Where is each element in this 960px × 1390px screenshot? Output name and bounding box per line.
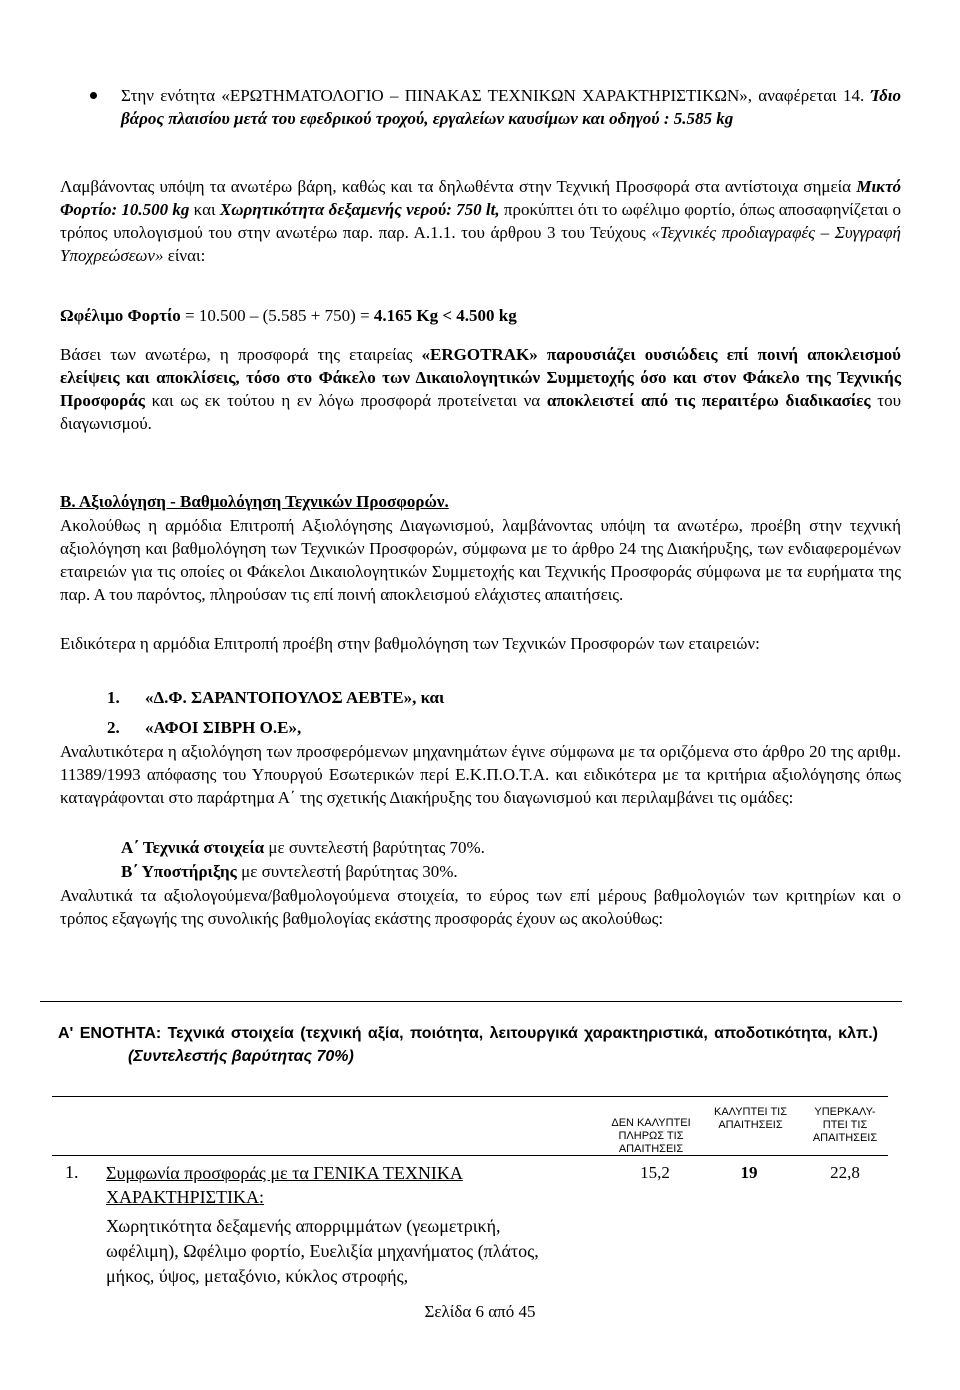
page-number: Σελίδα 6 από 45 [424,1302,536,1321]
analysis-paragraph: Αναλυτικά τα αξιολογούμενα/βαθμολογούμενα στοιχεία, το εύρος των επί μέρους βαθμολογιών των κριτηρίων και ο τρόπος εξαγωγής της συνολικής βαθμολογίας εκάστης προσφοράς έχουν ως ακολούθως: [60,886,901,928]
table-header-rule [52,1096,888,1097]
text-run: προκύπτει ότι το ωφέλιμο φορτίο, όπως αποσαφηνίζεται ο τρόπος υπολογισμού του στην ανωτέρω παρ. παρ. Α.1.1. του άρθρου 3 του Τεύχους [60,200,902,242]
list-item-number: 1. [107,688,120,707]
deficiency-statement: «ERGOTRAK» παρουσιάζει ουσιώδεις επί ποινή αποκλεισμού ελείψεις και αποκλίσεις, τόσο στο Φάκελο των Δικαιολογητικών Συμμετοχής όσο και στον Φάκελο της Τεχνικής Προσφοράς [60,345,901,410]
list-item: «ΑΦΟΙ ΣΙΒΡΗ Ο.Ε», [145,718,302,737]
document-reference: «Τεχνικές προδιαγραφές – Συγγραφή Υποχρεώσεων» [60,223,901,265]
tank-capacity: Χωρητικότητα δεξαμενής νερού: 750 lt, [219,200,500,219]
conclusion-paragraph [60,343,901,435]
group-b-label: Β΄ Υποστήριξης [121,862,237,881]
list-item-number: 2. [107,718,120,737]
bullet-icon [90,92,97,99]
group-a-line [121,836,485,859]
text-run: του διαγωνισμού. [60,391,901,433]
payload-formula [60,304,901,327]
section-a-title-text: Α' ΕΝΟΤΗΤΑ: Τεχνικά στοιχεία (τεχνική αξία, ποιότητα, λειτουργικά χαρακτηριστικά, αποδοτικότητα, κλπ.) [58,1025,878,1042]
group-a-weight: με συντελεστή βαρύτητας 70%. [264,838,485,857]
exclusion-statement: αποκλειστεί από τις περαιτέρω διαδικασίες [546,391,871,410]
bullet-text: Στην ενότητα «ΕΡΩΤΗΜΑΤΟΛΟΓΙΟ – ΠΙΝΑΚΑΣ ΤΕΧΝΙΚΩΝ ΧΑΡΑΚΤΗΡΙΣΤΙΚΩΝ», αναφέρεται 14. [121,86,871,105]
section-a-weight: (Συντελεστής βαρύτητας 70%) [128,1048,354,1065]
list-item: «Δ.Φ. ΣΑΡΑΝΤΟΠΟΥΛΟΣ ΑΕΒΤΕ», και [145,688,445,707]
bullet-emphasis: Ίδιο βάρος πλαισίου μετά του εφεδρικού τροχού, εργαλείων καυσίμων και οδηγού : 5.585 kg [121,86,901,128]
table-row-rule [52,1155,888,1156]
score-covering: 19 [740,1163,758,1182]
text-run: Λαμβάνοντας υπόψη τα ανωτέρω βάρη, καθώς και τα δηλωθέντα στην Τεχνική Προσφορά στα αντίστοιχα σημεία [60,177,857,196]
column-header-covering: ΚΑΛΥΠΤΕΙ ΤΙΣ ΑΠΑΙΤΗΣΕΙΣ [713,1106,788,1131]
text-run: και [189,200,220,219]
group-b-weight: με συντελεστή βαρύτητας 30%. [236,862,458,881]
formula-label: Ωφέλιμο Φορτίο [60,306,181,325]
row-description: Χωρητικότητα δεξαμενής απορριμμάτων (γεωμετρική, ωφέλιμη), Ωφέλιμο φορτίο, Ευελιξία μηχανήματος (πλάτος, μήκος, ύψος, μεταξόνιο, κύκλος στροφής, [106,1216,539,1286]
section-a-title [58,1022,878,1068]
column-header-exceeding: ΥΠΕΡΚΑΛΥ-ΠΤΕΙ ΤΙΣ ΑΠΑΙΤΗΣΕΙΣ [812,1106,878,1144]
weights-paragraph [60,175,901,267]
text-run: και ως εκ τούτου η εν λόγω προσφορά προτείνεται να [144,391,547,410]
bullet-paragraph [121,84,901,130]
formula-expression: = 10.500 – (5.585 + 750) = [180,306,374,325]
group-b-line [121,860,458,883]
criteria-paragraph: Αναλυτικότερα η αξιολόγηση των προσφερόμενων μηχανημάτων έγινε σύμφωνα με τα οριζόμενα στο άρθρο 20 της αριθμ. 11389/1993 απόφασης του Υπουργού Εσωτερικών περί Ε.Κ.Π.Ο.Τ.Α. και ειδικότερα με τα κριτήρια αξιολόγησης όπως καταγράφονται στο παράρτημα Α΄ της σχετικής Διακήρυξης του διαγωνισμού και περιλαμβάνει τις ομάδες: [60,742,901,807]
group-a-label: Α΄ Τεχνικά στοιχεία [121,838,265,857]
score-not-covering: 15,2 [640,1163,670,1182]
column-header-not-covering: ΔΕΝ ΚΑΛΥΠΤΕΙ ΠΛΗΡΩΣ ΤΙΣ ΑΠΑΙΤΗΣΕΙΣ [611,1117,691,1155]
row-number: 1. [65,1162,79,1182]
formula-result: 4.165 Kg < 4.500 kg [373,306,517,325]
table-top-rule [40,1001,902,1002]
score-exceeding: 22,8 [830,1163,860,1182]
section-b-heading: Β. Αξιολόγηση - Βαθμολόγηση Τεχνικών Προσφορών. [60,492,449,511]
row-title: Συμφωνία προσφοράς με τα ΓΕΝΙΚΑ ΤΕΧΝΙΚΑ ΧΑΡΑΚΤΗΡΙΣΤΙΚΑ: [106,1163,463,1207]
scoring-paragraph: Ειδικότερα η αρμόδια Επιτροπή προέβη στην βαθμολόγηση των Τεχνικών Προσφορών των εταιρειών: [60,634,760,653]
text-run: Βάσει των ανωτέρω, η προσφορά της εταιρείας [60,345,422,364]
evaluation-paragraph: Ακολούθως η αρμόδια Επιτροπή Αξιολόγησης Διαγωνισμού, λαμβάνοντας υπόψη τα ανωτέρω, προέβη στην τεχνική αξιολόγηση και βαθμολόγηση των Τεχνικών Προσφορών, σύμφωνα με το άρθρο 24 της Διακήρυξης, των ενδιαφερομένων εταιρειών για τις οποίες οι Φάκελοι Δικαιολογητικών Συμμετοχής και Τεχνικής Προσφοράς σύμφωνα με τα ευρήματα της παρ. Α του παρόντος, πληρούσαν τις επί ποινή αποκλεισμού ελάχιστες απαιτήσεις. [60,516,901,604]
gross-load: Μικτό Φορτίο: 10.500 kg [60,177,901,219]
text-run: είναι: [163,246,206,265]
